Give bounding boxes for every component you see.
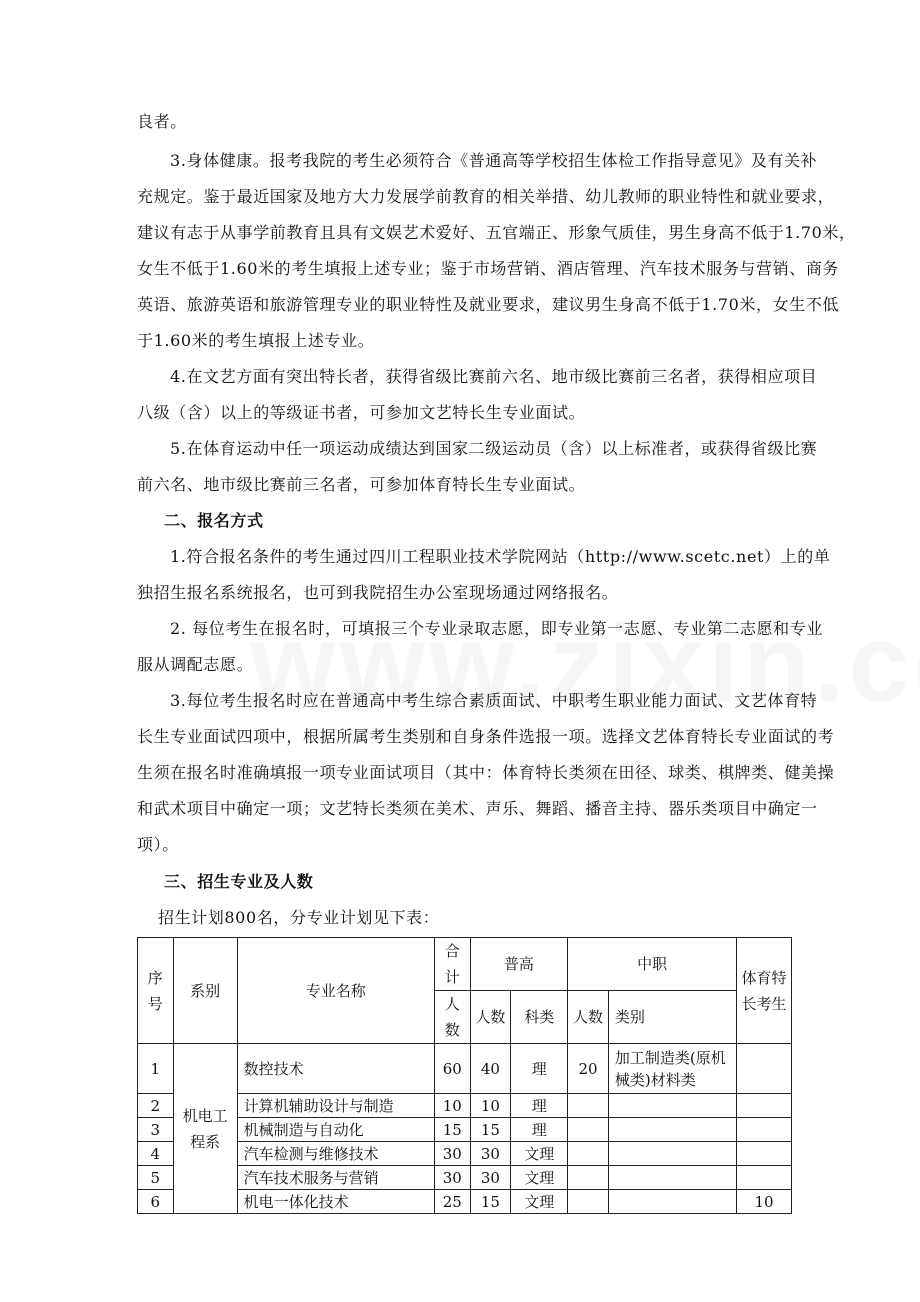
paragraph-line: 八级（含）以上的等级证书者，可参加文艺特长生专业面试。 <box>137 403 586 422</box>
cell-pg-count: 30 <box>470 1142 511 1166</box>
cell-zz-count <box>568 1118 609 1142</box>
cell-seq: 5 <box>138 1166 174 1190</box>
cell-sport <box>737 1142 792 1166</box>
header-major: 专业名称 <box>237 938 434 1044</box>
cell-total: 30 <box>434 1142 470 1166</box>
paragraph-line: 招生计划800名，分专业计划见下表： <box>158 908 440 927</box>
cell-seq: 4 <box>138 1142 174 1166</box>
cell-sport <box>737 1094 792 1118</box>
cell-zz-category <box>608 1118 736 1142</box>
paragraph-line: 英语、旅游英语和旅游管理专业的职业特性及就业要求，建议男生身高不低于1.70米，女生不低 <box>137 295 840 314</box>
cell-sport: 10 <box>737 1190 792 1214</box>
cell-zz-count <box>568 1094 609 1118</box>
header-zhongzhi-category: 类别 <box>608 991 736 1044</box>
cell-total: 60 <box>434 1044 470 1094</box>
section-heading: 二、报名方式 <box>164 511 264 530</box>
cell-seq: 6 <box>138 1190 174 1214</box>
cell-total: 15 <box>434 1118 470 1142</box>
cell-pg-subject: 文理 <box>511 1166 568 1190</box>
header-total-count: 人数 <box>434 991 470 1044</box>
paragraph-line: 项）。 <box>137 835 179 854</box>
paragraph-line: 独招生报名系统报名，也可到我院招生办公室现场通过网络报名。 <box>137 583 619 602</box>
table-row <box>138 1044 792 1094</box>
paragraph-line: 2. 每位考生在报名时，可填报三个专业录取志愿，即专业第一志愿、专业第二志愿和专业 <box>170 619 823 638</box>
cell-pg-subject: 文理 <box>511 1142 568 1166</box>
paragraph-line: 5.在体育运动中任一项运动成绩达到国家二级运动员（含）以上标准者，或获得省级比赛 <box>170 439 818 458</box>
paragraph-line: 良者。 <box>137 112 187 131</box>
paragraph-line: 生须在报名时准确填报一项专业面试项目（其中：体育特长类须在田径、球类、棋牌类、健美操 <box>137 763 835 782</box>
header-sport: 体育特长考生 <box>737 938 792 1044</box>
cell-pg-subject: 理 <box>511 1044 568 1094</box>
header-total: 合计 <box>434 938 470 991</box>
cell-pg-count: 15 <box>470 1118 511 1142</box>
cell-total: 25 <box>434 1190 470 1214</box>
header-dept: 系别 <box>173 938 237 1044</box>
header-zhongzhi: 中职 <box>568 938 737 991</box>
header-putong-subject: 科类 <box>511 991 568 1044</box>
cell-seq: 3 <box>138 1118 174 1142</box>
cell-zz-count <box>568 1190 609 1214</box>
cell-pg-count: 10 <box>470 1094 511 1118</box>
paragraph-line: 女生不低于1.60米的考生填报上述专业；鉴于市场营销、酒店管理、汽车技术服务与营销、商务 <box>137 259 840 278</box>
cell-zz-count <box>568 1142 609 1166</box>
cell-sport <box>737 1118 792 1142</box>
header-zhongzhi-count: 人数 <box>568 991 609 1044</box>
paragraph-line: 前六名、地市级比赛前三名者，可参加体育特长生专业面试。 <box>137 475 586 494</box>
enrollment-plan-table <box>137 937 792 1214</box>
cell-zz-category <box>608 1094 736 1118</box>
cell-seq: 1 <box>138 1044 174 1094</box>
paragraph-line: 服从调配志愿。 <box>137 655 254 674</box>
cell-pg-subject: 理 <box>511 1094 568 1118</box>
cell-total: 30 <box>434 1166 470 1190</box>
cell-zz-count <box>568 1166 609 1190</box>
cell-zz-category: 加工制造类(原机械类)材料类 <box>608 1044 736 1094</box>
cell-pg-count: 30 <box>470 1166 511 1190</box>
cell-pg-count: 15 <box>470 1190 511 1214</box>
section-heading: 三、招生专业及人数 <box>164 872 314 891</box>
cell-pg-subject: 理 <box>511 1118 568 1142</box>
cell-major: 计算机辅助设计与制造 <box>237 1094 434 1118</box>
paragraph-line: 于1.60米的考生填报上述专业。 <box>137 331 375 350</box>
cell-dept: 机电工程系 <box>173 1044 237 1214</box>
cell-major: 机电一体化技术 <box>237 1190 434 1214</box>
cell-major: 数控技术 <box>237 1044 434 1094</box>
header-putong: 普高 <box>470 938 568 991</box>
cell-major: 汽车技术服务与营销 <box>237 1166 434 1190</box>
cell-sport <box>737 1166 792 1190</box>
paragraph-line: 3.每位考生报名时应在普通高中考生综合素质面试、中职考生职业能力面试、文艺体育特 <box>170 691 818 710</box>
paragraph-line: 充规定。鉴于最近国家及地方大力发展学前教育的相关举措、幼儿教师的职业特性和就业要求， <box>137 187 835 206</box>
paragraph-line: 和武术项目中确定一项；文艺特长类须在美术、声乐、舞蹈、播音主持、器乐类项目中确定一 <box>137 799 818 818</box>
cell-major: 汽车检测与维修技术 <box>237 1142 434 1166</box>
paragraph-line: 1.符合报名条件的考生通过四川工程职业技术学院网站（http://www.scetc.net）上的单 <box>170 547 831 566</box>
cell-zz-count: 20 <box>568 1044 609 1094</box>
header-seq: 序号 <box>138 938 174 1044</box>
cell-sport <box>737 1044 792 1094</box>
paragraph-line: 3.身体健康。报考我院的考生必须符合《普通高等学校招生体检工作指导意见》及有关补 <box>170 151 818 170</box>
cell-zz-category <box>608 1190 736 1214</box>
paragraph-line: 长生专业面试四项中，根据所属考生类别和自身条件选报一项。选择文艺体育特长专业面试的考 <box>137 727 835 746</box>
header-putong-count: 人数 <box>470 991 511 1044</box>
paragraph-line: 建议有志于从事学前教育且具有文娱艺术爱好、五官端正、形象气质佳，男生身高不低于1.70米， <box>137 223 856 242</box>
cell-major: 机械制造与自动化 <box>237 1118 434 1142</box>
paragraph-line: 4.在文艺方面有突出特长者，获得省级比赛前六名、地市级比赛前三名者，获得相应项目 <box>170 367 818 386</box>
cell-zz-category <box>608 1166 736 1190</box>
cell-pg-subject: 文理 <box>511 1190 568 1214</box>
cell-total: 10 <box>434 1094 470 1118</box>
cell-seq: 2 <box>138 1094 174 1118</box>
cell-pg-count: 40 <box>470 1044 511 1094</box>
cell-zz-category <box>608 1142 736 1166</box>
